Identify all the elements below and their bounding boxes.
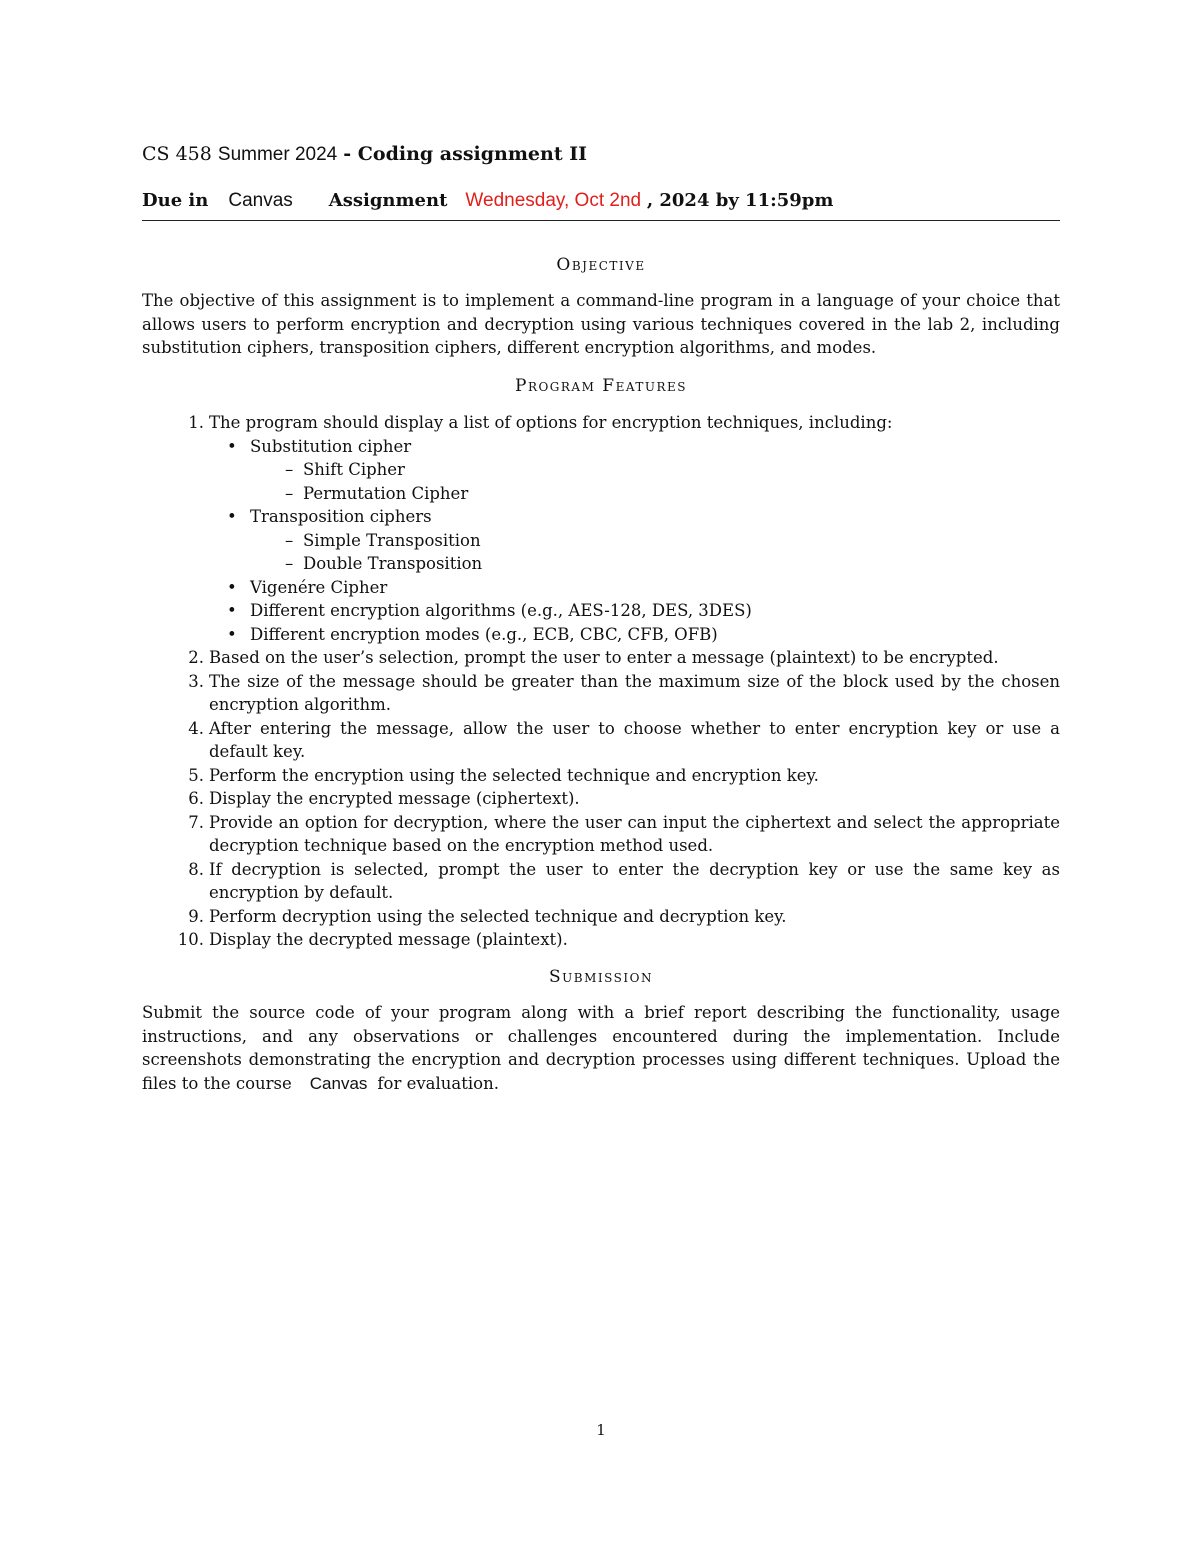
list-item bbox=[142, 787, 1060, 811]
bullet-item: • Transposition ciphers – Simple Transposition – Double Transposition bbox=[209, 505, 1060, 576]
sub-item-text: Permutation Cipher bbox=[303, 483, 469, 503]
list-item bbox=[142, 646, 1060, 670]
list-item-number: 7. bbox=[188, 812, 204, 832]
list-item bbox=[142, 905, 1060, 929]
list-item bbox=[142, 811, 1060, 858]
page-number: 1 bbox=[596, 1421, 606, 1439]
due-prefix: Due in bbox=[142, 190, 209, 211]
sub-item: – Shift Cipher bbox=[285, 460, 405, 479]
list-item-text: Display the decrypted message (plaintext). bbox=[209, 930, 568, 949]
list-item-number: 4. bbox=[188, 718, 204, 738]
bullet-text: Vigenére Cipher bbox=[250, 577, 388, 597]
list-item-text: The size of the message should be greater than the maximum size of the block used by the chosen encryption algorithm. bbox=[209, 671, 1060, 714]
list-item-number: 8. bbox=[188, 859, 204, 879]
sub-item-text: Shift Cipher bbox=[303, 460, 405, 479]
list-item-text: Perform the encryption using the selected technique and encryption key. bbox=[209, 765, 819, 785]
bullet-item: • Vigenére Cipher bbox=[227, 577, 388, 597]
list-item-number: 10. bbox=[177, 930, 204, 949]
bullet-text: Transposition ciphers bbox=[250, 507, 432, 526]
list-item bbox=[142, 764, 1060, 788]
bullet-item: • Substitution cipher – Shift Cipher – Permutation Cipher bbox=[209, 435, 1060, 506]
due-line bbox=[142, 190, 833, 212]
list-item bbox=[142, 670, 1060, 717]
list-item-number: 1. bbox=[188, 413, 204, 432]
list-item-text: Based on the user’s selection, prompt the user to enter a message (plaintext) to be encrypted. bbox=[209, 648, 999, 667]
list-item bbox=[142, 928, 1060, 952]
bullet-item: • Different encryption algorithms (e.g., AES-128, DES, 3DES) bbox=[227, 601, 752, 620]
term: Summer 2024 bbox=[217, 144, 338, 165]
sub-item-text: Double Transposition bbox=[303, 554, 483, 573]
document-title bbox=[142, 143, 587, 166]
course-code: CS 458 bbox=[142, 143, 212, 165]
list-item-number: 6. bbox=[188, 789, 204, 808]
list-item-text: The program should display a list of options for encryption techniques, including: bbox=[209, 413, 893, 432]
list-item-number: 3. bbox=[188, 671, 204, 691]
due-date: Wednesday, Oct 2nd bbox=[465, 190, 642, 211]
sub-item: – Permutation Cipher bbox=[285, 483, 469, 503]
bullet-text: Substitution cipher bbox=[250, 436, 412, 456]
submission-heading: Submission bbox=[549, 967, 653, 987]
submission-text-end: for evaluation. bbox=[377, 1073, 499, 1093]
platform-name: Canvas bbox=[309, 1073, 368, 1093]
submission-text: Submit the source code of your program along with a brief report describing the functionality, usage instructions, and any observations or challenges encountered during the implementation. Include screenshots demonstrating the encryption and decryption processes using different techniques. Upload the files to the course bbox=[142, 1003, 1060, 1093]
bullet-text: Different encryption modes (e.g., ECB, CBC, CFB, OFB) bbox=[250, 624, 718, 644]
header-divider bbox=[142, 220, 1060, 221]
technique-bullets bbox=[209, 435, 1060, 647]
list-item-text: Perform decryption using the selected technique and decryption key. bbox=[209, 906, 787, 926]
list-item-text: Provide an option for decryption, where the user can input the ciphertext and select the appropriate decryption technique based on the encryption method used. bbox=[209, 812, 1060, 855]
list-item-text: After entering the message, allow the user to choose whether to enter encryption key or use a default key. bbox=[209, 718, 1060, 761]
list-item bbox=[142, 411, 1060, 646]
title-rest: - Coding assignment II bbox=[343, 143, 588, 165]
list-item-text: Display the encrypted message (ciphertext). bbox=[209, 789, 580, 808]
features-list bbox=[142, 411, 1060, 952]
sub-list bbox=[250, 529, 1060, 576]
submission-paragraph bbox=[142, 1001, 1060, 1095]
assignment-label: Assignment bbox=[328, 190, 448, 211]
list-item-number: 2. bbox=[188, 648, 204, 667]
bullet-text: Different encryption algorithms (e.g., AES-128, DES, 3DES) bbox=[250, 601, 752, 620]
sub-list bbox=[250, 458, 1060, 505]
list-item bbox=[142, 717, 1060, 764]
features-heading: Program Features bbox=[515, 376, 687, 396]
list-item-number: 5. bbox=[188, 765, 204, 785]
list-item bbox=[142, 858, 1060, 905]
sub-item: – Double Transposition bbox=[285, 554, 483, 573]
objective-heading: Objective bbox=[556, 255, 646, 275]
platform-name: Canvas bbox=[228, 190, 293, 211]
sub-item-text: Simple Transposition bbox=[303, 530, 481, 550]
list-item-number: 9. bbox=[188, 906, 204, 926]
sub-item: – Simple Transposition bbox=[285, 530, 481, 550]
due-suffix: , 2024 by 11:59pm bbox=[646, 190, 834, 211]
bullet-item: • Different encryption modes (e.g., ECB, CBC, CFB, OFB) bbox=[227, 624, 718, 644]
list-item-text: If decryption is selected, prompt the user to enter the decryption key or use the same key as encryption by default. bbox=[209, 859, 1060, 902]
objective-paragraph: The objective of this assignment is to implement a command-line program in a language of your choice that allows users to perform encryption and decryption using various techniques covered in the lab 2, including substitution ciphers, transposition ciphers, different encryption algorithms, and modes. bbox=[142, 291, 1060, 357]
